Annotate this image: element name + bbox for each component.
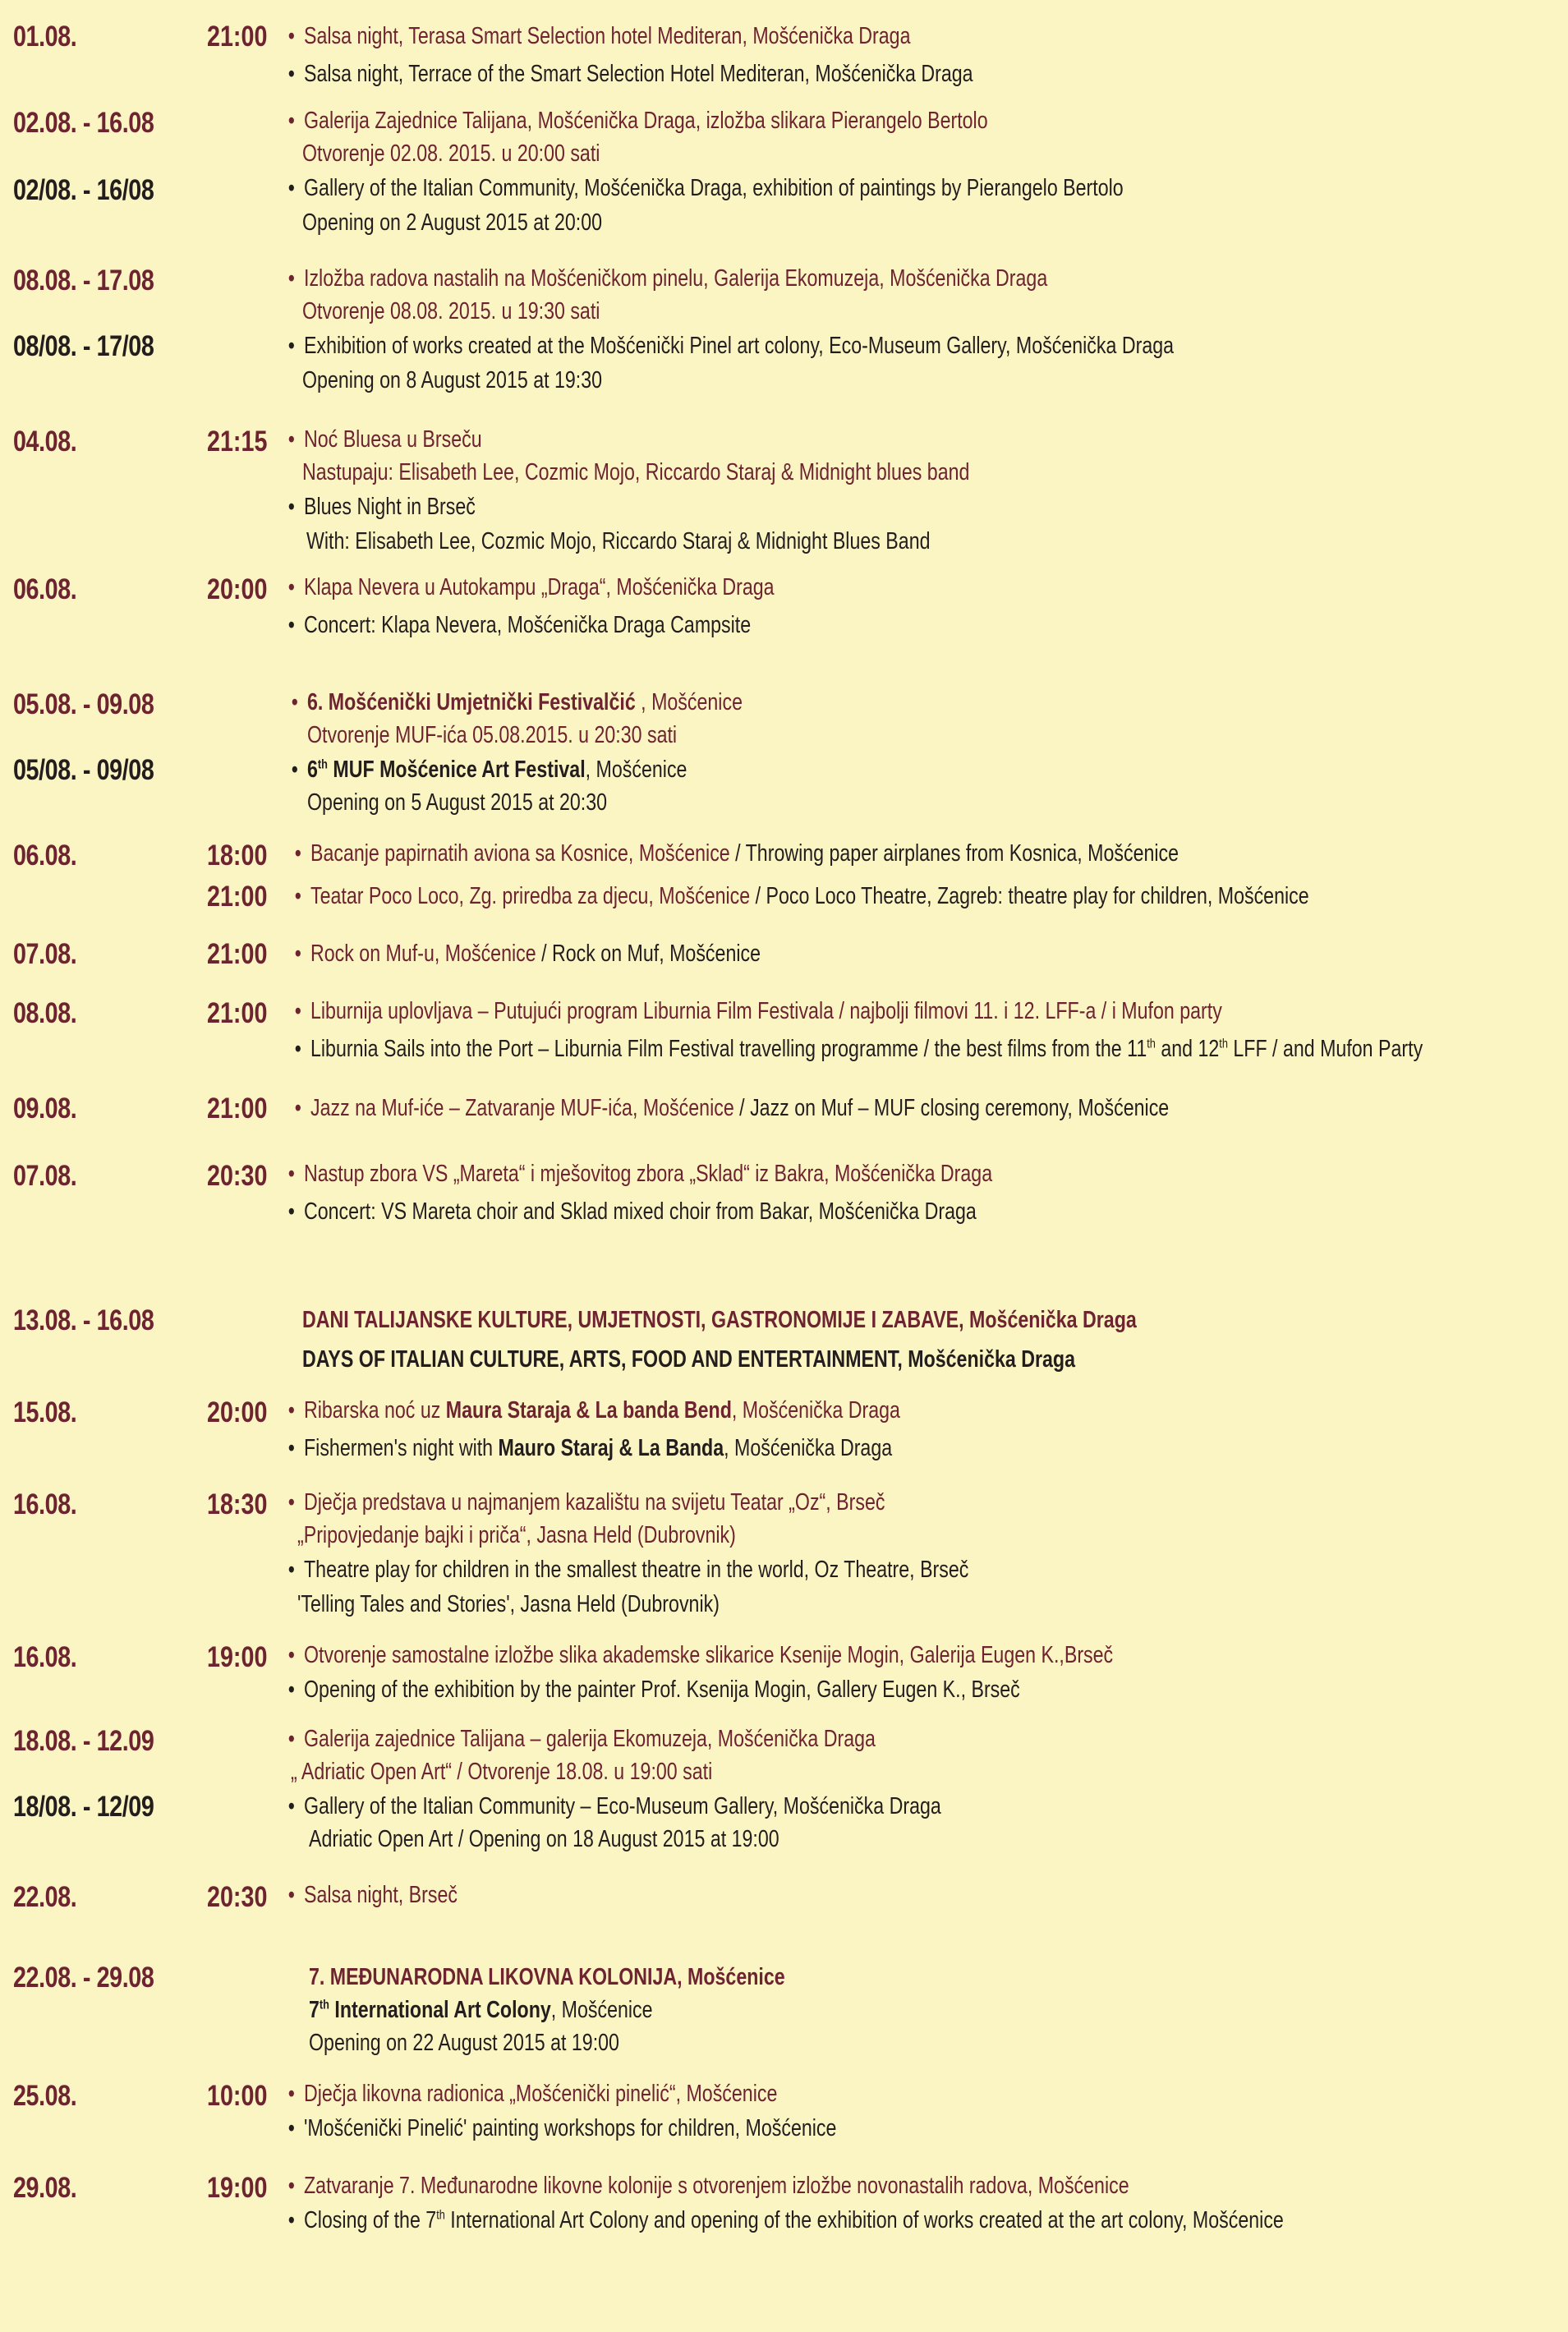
event-date-en: 05/08. - 09/08 — [13, 754, 154, 786]
event-subtext-hr: „Pripovjedanje bajki i priča“, Jasna Held (Dubrovnik) — [297, 1522, 736, 1548]
event-text-hr: • Salsa night, Brseč — [304, 1881, 458, 1909]
event-text-hr: • Klapa Nevera u Autokampu „Draga“, Mošćenička Draga — [304, 573, 775, 601]
event-subtext-en: With: Elisabeth Lee, Cozmic Mojo, Riccardo Staraj & Midnight Blues Band — [306, 528, 931, 554]
event-date: 07.08. — [13, 1160, 77, 1192]
event-subtext-en: Opening on 8 August 2015 at 19:30 — [302, 367, 603, 393]
event-text: • Jazz na Muf-iće – Zatvaranje MUF-ića, Mošćenice / Jazz on Muf – MUF closing ceremony, Mošćenice — [310, 1094, 1169, 1122]
event-text-hr: • Galerija Zajednice Talijana, Mošćenička Draga, izložba slikara Pierangelo Bertolo — [304, 107, 988, 135]
event-text-en: • Blues Night in Brseč — [304, 493, 476, 521]
event-date: 16.08. — [13, 1641, 77, 1673]
event-date: 08.08. — [13, 997, 77, 1029]
event-text-hr: • Ribarska noć uz Maura Staraja & La banda Bend, Mošćenička Draga — [304, 1396, 900, 1424]
event-text-hr: • Dječja likovna radionica „Mošćenički pinelić“, Mošćenice — [304, 2080, 777, 2108]
event-text-en: • Concert: VS Mareta choir and Sklad mixed choir from Bakar, Mošćenička Draga — [304, 1198, 977, 1226]
event-text-hr: • Izložba radova nastalih na Mošćeničkom pinelu, Galerija Ekomuzeja, Mošćenička Draga — [304, 264, 1047, 292]
event-date-en: 18/08. - 12/09 — [13, 1791, 154, 1823]
event-heading-en: DAYS OF ITALIAN CULTURE, ARTS, FOOD AND ENTERTAINMENT, Mošćenička Draga — [302, 1346, 1075, 1373]
event-text-hr: • 6. Mošćenički Umjetnički Festivalčić , Mošćenice — [307, 688, 743, 716]
event-time: 20:30 — [207, 1160, 268, 1192]
event-time: 21:00 — [207, 938, 268, 970]
event-text: • Rock on Muf-u, Mošćenice / Rock on Muf, Mošćenice — [310, 940, 761, 968]
event-date: 16.08. — [13, 1488, 77, 1520]
event-subtext-hr: Otvorenje MUF-ića 05.08.2015. u 20:30 sati — [307, 722, 678, 748]
event-text-en: • Salsa night, Terrace of the Smart Selection Hotel Mediteran, Mošćenička Draga — [304, 60, 973, 88]
event-date-en: 08/08. - 17/08 — [13, 330, 154, 362]
event-time: 20:00 — [207, 573, 268, 605]
event-time: 19:00 — [207, 2172, 268, 2204]
event-date: 22.08. — [13, 1881, 77, 1913]
event-heading-en: 7th International Art Colony, Mošćenice — [309, 1997, 653, 2023]
event-date: 04.08. — [13, 425, 77, 458]
event-subtext-en: Opening on 2 August 2015 at 20:00 — [302, 209, 603, 236]
event-text-hr: • Otvorenje samostalne izložbe slika akademske slikarice Ksenije Mogin, Galerija Eugen K.,Brseč — [304, 1641, 1113, 1669]
event-subtext-en: Opening on 5 August 2015 at 20:30 — [307, 789, 608, 816]
event-text-en: • Closing of the 7th International Art Colony and opening of the exhibition of works created at the art colony, Mošćenice — [304, 2206, 1284, 2234]
event-text-hr: • Salsa night, Terasa Smart Selection hotel Mediteran, Mošćenička Draga — [304, 22, 910, 50]
event-subtext-en: Adriatic Open Art / Opening on 18 August 2015 at 19:00 — [309, 1826, 779, 1852]
event-text: • Bacanje papirnatih aviona sa Kosnice, Mošćenice / Throwing paper airplanes from Kosnica, Mošćenice — [310, 839, 1179, 867]
event-date: 25.08. — [13, 2080, 77, 2112]
event-heading-hr: DANI TALIJANSKE KULTURE, UMJETNOSTI, GASTRONOMIJE I ZABAVE, Mošćenička Draga — [302, 1307, 1137, 1333]
event-heading-hr: 7. MEĐUNARODNA LIKOVNA KOLONIJA, Mošćenice — [309, 1964, 785, 1990]
event-text-en: • Gallery of the Italian Community – Eco-Museum Gallery, Mošćenička Draga — [304, 1792, 941, 1820]
event-date: 18.08. - 12.09 — [13, 1725, 154, 1757]
event-time: 21:00 — [207, 881, 268, 913]
event-text-en: • 6th MUF Mošćenice Art Festival, Mošćenice — [307, 756, 687, 784]
event-date: 07.08. — [13, 938, 77, 970]
event-text-hr: • Liburnija uplovljava – Putujući program Liburnia Film Festivala / najbolji filmovi 11. i 12. LFF-a / i Mufon party — [310, 997, 1222, 1025]
event-subtext-hr: Otvorenje 08.08. 2015. u 19:30 sati — [302, 298, 600, 324]
event-date: 06.08. — [13, 839, 77, 872]
event-date: 05.08. - 09.08 — [13, 688, 154, 720]
event-text-en: • Exhibition of works created at the Mošćenički Pinel art colony, Eco-Museum Gallery, Mošćenička Draga — [304, 332, 1174, 360]
event-text-en: • Liburnia Sails into the Port – Liburnia Film Festival travelling programme / the best films from the 11th and 12th LFF / and Mufon Party — [310, 1035, 1423, 1063]
event-subtext-hr: „ Adriatic Open Art“ / Otvorenje 18.08. u 19:00 sati — [291, 1759, 713, 1785]
festival-name-hr: 6. Mošćenički Umjetnički Festivalčić — [307, 689, 636, 715]
event-text-en: • Concert: Klapa Nevera, Mošćenička Draga Campsite — [304, 611, 751, 639]
event-text-en: • Theatre play for children in the smallest theatre in the world, Oz Theatre, Brseč — [304, 1556, 968, 1584]
event-date: 09.08. — [13, 1092, 77, 1125]
event-time: 20:00 — [207, 1396, 268, 1428]
event-text-en: • Opening of the exhibition by the painter Prof. Ksenija Mogin, Gallery Eugen K., Brseč — [304, 1676, 1020, 1704]
event-text-en: • 'Mošćenički Pinelić' painting workshops for children, Mošćenice — [304, 2114, 836, 2142]
event-time: 21:00 — [207, 997, 268, 1029]
event-date: 13.08. - 16.08 — [13, 1304, 154, 1336]
event-text-hr: • Galerija zajednice Talijana – galerija Ekomuzeja, Mošćenička Draga — [304, 1725, 876, 1753]
festival-name-en: MUF Mošćenice Art Festival — [327, 757, 586, 783]
event-text-en: • Fishermen's night with Mauro Staraj & La Banda, Mošćenička Draga — [304, 1434, 892, 1462]
event-text-en: • Gallery of the Italian Community, Mošćenička Draga, exhibition of paintings by Pierangelo Bertolo — [304, 174, 1124, 202]
event-text-hr: • Zatvaranje 7. Međunarodne likovne kolonije s otvorenjem izložbe novonastalih radova, Mošćenice — [304, 2172, 1129, 2200]
event-subtext-en: Opening on 22 August 2015 at 19:00 — [309, 2030, 619, 2056]
event-date: 01.08. — [13, 21, 77, 53]
event-date: 02.08. - 16.08 — [13, 107, 154, 139]
event-text-hr: • Nastup zbora VS „Mareta“ i mješovitog zbora „Sklad“ iz Bakra, Mošćenička Draga — [304, 1160, 992, 1188]
event-date: 15.08. — [13, 1396, 77, 1428]
event-time: 18:00 — [207, 839, 268, 872]
event-time: 10:00 — [207, 2080, 268, 2112]
event-time: 20:30 — [207, 1881, 268, 1913]
event-date: 22.08. - 29.08 — [13, 1962, 154, 1994]
event-date-en: 02/08. - 16/08 — [13, 174, 154, 206]
event-date: 29.08. — [13, 2172, 77, 2204]
event-time: 21:00 — [207, 21, 268, 53]
event-subtext-en: 'Telling Tales and Stories', Jasna Held (Dubrovnik) — [297, 1591, 720, 1617]
event-subtext-hr: Nastupaju: Elisabeth Lee, Cozmic Mojo, Riccardo Staraj & Midnight blues band — [302, 459, 970, 485]
event-text-hr: • Noć Bluesa u Brseču — [304, 425, 482, 453]
event-time: 21:00 — [207, 1092, 268, 1125]
event-subtext-hr: Otvorenje 02.08. 2015. u 20:00 sati — [302, 140, 600, 167]
event-time: 21:15 — [207, 425, 268, 458]
event-text-hr: • Dječja predstava u najmanjem kazalištu na svijetu Teatar „Oz“, Brseč — [304, 1488, 885, 1516]
event-date: 08.08. - 17.08 — [13, 264, 154, 297]
event-time: 19:00 — [207, 1641, 268, 1673]
event-date: 06.08. — [13, 573, 77, 605]
event-text: • Teatar Poco Loco, Zg. priredba za djecu, Mošćenice / Poco Loco Theatre, Zagreb: theatre play for children, Mošćenice — [310, 882, 1309, 910]
event-time: 18:30 — [207, 1488, 268, 1520]
